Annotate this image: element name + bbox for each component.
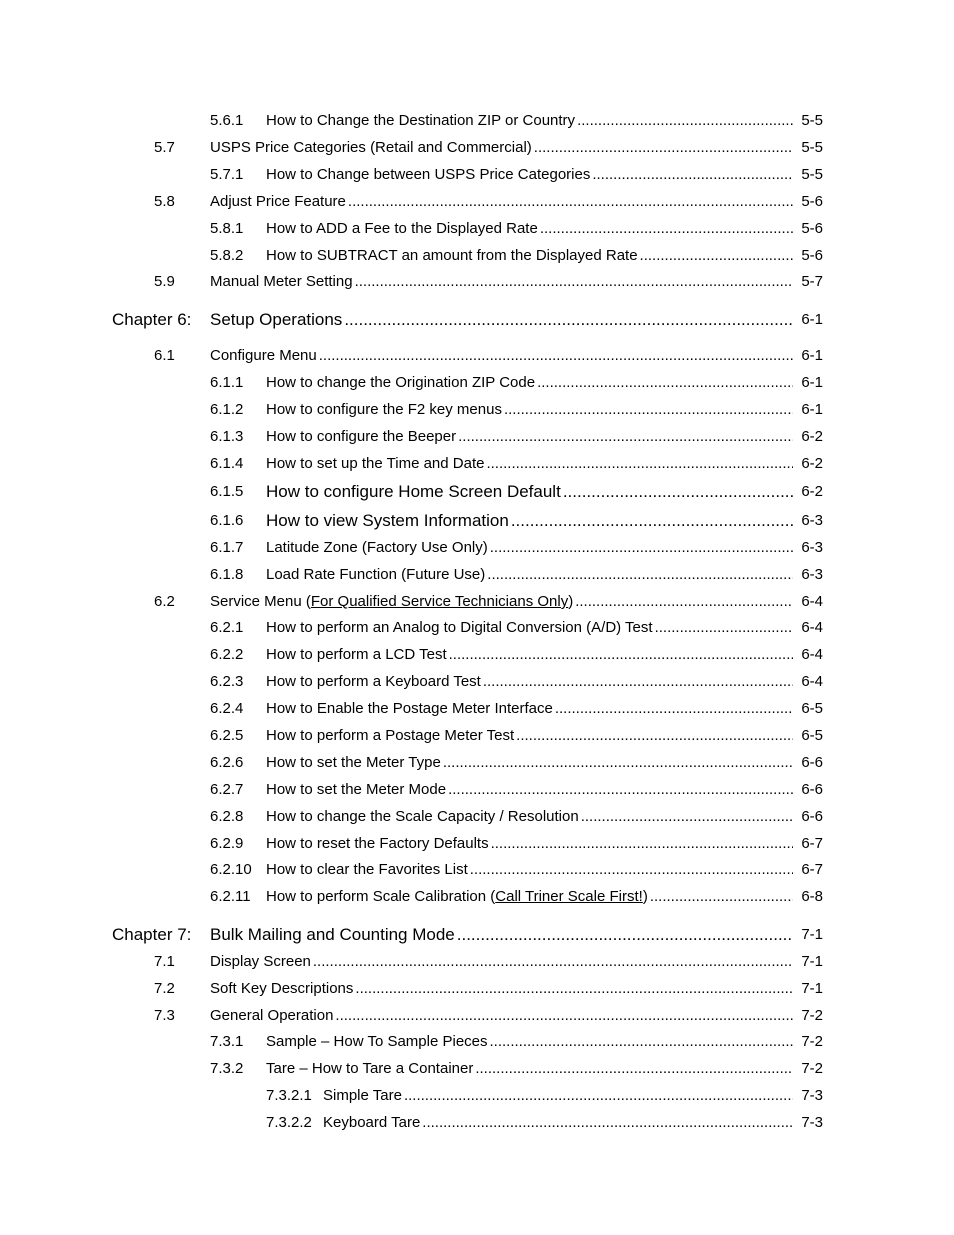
toc-entry-page-number: 6-2: [801, 483, 823, 500]
toc-entry-text: Simple Tare: [323, 1087, 402, 1104]
toc-entry-title: [210, 344, 793, 368]
toc-dot-leader: [422, 1111, 793, 1135]
toc-dot-leader: [486, 452, 793, 476]
toc-entry-text: Service Menu (: [210, 593, 311, 610]
toc-entry-number: 7.2: [154, 980, 175, 997]
toc-entry-page-number: 6-1: [801, 374, 823, 391]
toc-entry-page-number: 6-7: [801, 861, 823, 878]
toc-entry-number: 7.3: [154, 1007, 175, 1024]
toc-entry-text: How to ADD a Fee to the Displayed Rate: [266, 220, 538, 237]
toc-dot-leader: [655, 616, 793, 640]
toc-dot-leader: [443, 751, 793, 775]
toc-entry-title: [266, 371, 793, 395]
toc-dot-leader: [504, 398, 793, 422]
toc-entry-page-number: 5-5: [801, 139, 823, 156]
toc-entry-number: 7.3.2.1: [266, 1087, 312, 1104]
toc-entry-title: [266, 643, 793, 667]
toc-entry-title: [266, 536, 793, 560]
toc-entry-page-number: 7-1: [801, 980, 823, 997]
toc-entry-title: [266, 452, 793, 476]
toc-entry-text: Setup Operations: [210, 310, 343, 329]
toc-dot-leader: [575, 590, 793, 614]
toc-entry[interactable]: [0, 425, 954, 449]
toc-entry-title: [210, 308, 793, 332]
toc-entry-title: [266, 697, 793, 721]
toc-entry[interactable]: [0, 1030, 954, 1054]
toc-entry-page-number: 6-1: [801, 347, 823, 364]
toc-entry[interactable]: [0, 563, 954, 587]
toc-entry-title: [266, 425, 793, 449]
toc-dot-leader: [448, 778, 793, 802]
toc-entry-text: Sample – How To Sample Pieces: [266, 1033, 488, 1050]
toc-entry[interactable]: [0, 923, 954, 947]
toc-entry-title: [266, 751, 793, 775]
toc-entry[interactable]: [0, 190, 954, 214]
toc-entry-page-number: 7-1: [801, 953, 823, 970]
toc-entry-number: 6.1.8: [210, 566, 244, 583]
toc-entry-text: How to set the Meter Mode: [266, 781, 447, 798]
toc-entry-number: 7.3.2: [210, 1060, 244, 1077]
toc-entry-number: 6.2.11: [210, 888, 251, 905]
toc-entry-title: [266, 244, 793, 268]
toc-entry-number: 5.7: [154, 139, 175, 156]
toc-entry-title: [210, 190, 793, 214]
toc-entry[interactable]: [0, 778, 954, 802]
toc-entry-page-number: 5-5: [801, 166, 823, 183]
toc-entry-number: 6.1.6: [210, 512, 244, 529]
toc-entry-page-number: 6-6: [801, 808, 823, 825]
toc-entry-title: [266, 217, 793, 241]
toc-dot-leader: [490, 536, 793, 560]
toc-entry-number: 6.2.3: [210, 673, 244, 690]
toc-entry[interactable]: [0, 217, 954, 241]
toc-entry[interactable]: [0, 697, 954, 721]
toc-entry-number: 5.7.1: [210, 166, 244, 183]
toc-entry-text: How to configure Home Screen Default: [266, 482, 561, 501]
toc-entry-number: 6.2.2: [210, 646, 244, 663]
toc-entry-text: How to set up the Time and Date: [266, 455, 485, 472]
toc-entry-text: How to Change the Destination ZIP or Country: [266, 112, 576, 129]
toc-dot-leader: [457, 923, 793, 947]
toc-entry-title: [210, 590, 793, 614]
toc-entry-title: [266, 509, 793, 533]
toc-entry[interactable]: [0, 109, 954, 133]
toc-dot-leader: [319, 344, 793, 368]
toc-entry[interactable]: [0, 480, 954, 504]
toc-entry-title: [266, 109, 793, 133]
toc-entry-title: [266, 163, 793, 187]
toc-entry-number: 5.8: [154, 193, 175, 210]
toc-entry-text: How to perform a Keyboard Test: [266, 673, 481, 690]
toc-entry-text: How to Enable the Postage Meter Interface: [266, 700, 553, 717]
toc-entry[interactable]: [0, 1111, 954, 1135]
toc-entry[interactable]: [0, 398, 954, 422]
toc-entry-number: 7.3.1: [210, 1033, 244, 1050]
toc-dot-leader: [650, 885, 793, 909]
toc-entry-text: How to change the Origination ZIP Code: [266, 374, 536, 391]
toc-dot-leader: [540, 217, 793, 241]
toc-dot-leader: [511, 509, 793, 533]
toc-entry-text: How to Change between USPS Price Categories: [266, 166, 591, 183]
toc-entry-text: Manual Meter Setting: [210, 273, 353, 290]
toc-entry-text: How to reset the Factory Defaults: [266, 835, 489, 852]
toc-entry-text: How to set the Meter Type: [266, 754, 441, 771]
toc-entry-title: [210, 1004, 793, 1028]
toc-entry-number: 5.9: [154, 273, 175, 290]
toc-dot-leader: [640, 244, 793, 268]
toc-entry-page-number: 7-1: [801, 926, 823, 943]
toc-entry-text: How to perform Scale Calibration (: [266, 888, 496, 905]
toc-entry-page-number: 6-4: [801, 646, 823, 663]
toc-entry[interactable]: [0, 344, 954, 368]
toc-entry-text: How to perform a Postage Meter Test: [266, 727, 515, 744]
toc-entry-page-number: 6-3: [801, 512, 823, 529]
toc-entry-text: How to SUBTRACT an amount from the Displayed Rate: [266, 247, 638, 264]
toc-entry[interactable]: [0, 1057, 954, 1081]
toc-dot-leader: [592, 163, 793, 187]
toc-entry-page-number: 6-5: [801, 700, 823, 717]
toc-entry-title: [266, 1030, 793, 1054]
toc-entry-title: [210, 136, 793, 160]
toc-entry-text: General Operation: [210, 1007, 334, 1024]
toc-entry-page-number: 6-2: [801, 428, 823, 445]
toc-entry-title: [323, 1084, 793, 1108]
toc-dot-leader: [491, 832, 793, 856]
toc-entry-page-number: 6-4: [801, 619, 823, 636]
toc-dot-leader: [483, 670, 793, 694]
toc-entry[interactable]: [0, 308, 954, 332]
toc-entry-page-number: 7-2: [801, 1033, 823, 1050]
toc-entry[interactable]: [0, 751, 954, 775]
toc-entry-title: [210, 923, 793, 947]
toc-entry-number: 7.1: [154, 953, 175, 970]
toc-entry-page-number: 6-3: [801, 566, 823, 583]
toc-entry-number: 6.1.7: [210, 539, 244, 556]
toc-entry-page-number: 5-6: [801, 220, 823, 237]
toc-entry-title: [266, 778, 793, 802]
toc-entry[interactable]: [0, 509, 954, 533]
toc-entry[interactable]: [0, 371, 954, 395]
toc-dot-leader: [475, 1057, 793, 1081]
toc-dot-leader: [449, 643, 793, 667]
toc-entry-text: How to change the Scale Capacity / Resolution: [266, 808, 579, 825]
toc-entry[interactable]: [0, 805, 954, 829]
toc-entry-page-number: 7-2: [801, 1060, 823, 1077]
toc-entry-text: Latitude Zone (Factory Use Only): [266, 539, 488, 556]
toc-entry-text: Display Screen: [210, 953, 311, 970]
toc-entry-number: 5.6.1: [210, 112, 244, 129]
toc-entry-number: 5.8.2: [210, 247, 244, 264]
toc-entry[interactable]: [0, 136, 954, 160]
toc-entry-underlined-text: Call Triner Scale First!: [495, 888, 643, 905]
toc-entry-title: [266, 858, 793, 882]
toc-entry-number: 6.2.4: [210, 700, 244, 717]
toc-entry-page-number: 7-3: [801, 1114, 823, 1131]
toc-dot-leader: [344, 308, 793, 332]
toc-entry-number: Chapter 6:: [112, 310, 192, 329]
toc-entry-number: 6.2.9: [210, 835, 244, 852]
toc-entry-text: How to configure the Beeper: [266, 428, 457, 445]
toc-entry-number: 6.1.5: [210, 483, 244, 500]
toc-entry-page-number: 6-2: [801, 455, 823, 472]
toc-entry-number: 6.1.4: [210, 455, 244, 472]
toc-entry-text: Tare – How to Tare a Container: [266, 1060, 474, 1077]
toc-dot-leader: [537, 371, 793, 395]
toc-entry-page-number: 6-8: [801, 888, 823, 905]
toc-entry-number: 6.2: [154, 593, 175, 610]
toc-entry-text: ): [642, 888, 648, 905]
toc-entry-page-number: 6-1: [801, 311, 823, 328]
toc-entry-number: 6.1: [154, 347, 175, 364]
toc-dot-leader: [355, 977, 793, 1001]
toc-entry-number: Chapter 7:: [112, 925, 192, 944]
toc-entry[interactable]: [0, 1084, 954, 1108]
toc-entry[interactable]: [0, 536, 954, 560]
toc-dot-leader: [490, 1030, 794, 1054]
toc-entry-text: Configure Menu: [210, 347, 317, 364]
toc-entry-text: Bulk Mailing and Counting Mode: [210, 925, 455, 944]
toc-entry-number: 6.2.8: [210, 808, 244, 825]
toc-entry-page-number: 6-4: [801, 673, 823, 690]
toc-dot-leader: [516, 724, 793, 748]
toc-entry-text: Keyboard Tare: [323, 1114, 421, 1131]
toc-entry-number: 6.1.1: [210, 374, 244, 391]
toc-entry-title: [266, 832, 793, 856]
toc-entry-number: 6.1.2: [210, 401, 244, 418]
toc-dot-leader: [555, 697, 793, 721]
toc-entry-title: [210, 270, 793, 294]
toc-entry-title: [266, 670, 793, 694]
toc-entry[interactable]: [0, 1004, 954, 1028]
toc-entry[interactable]: [0, 724, 954, 748]
toc-entry-page-number: 6-4: [801, 593, 823, 610]
toc-entry-text: How to perform an Analog to Digital Conversion (A/D) Test: [266, 619, 653, 636]
toc-entry-title: [323, 1111, 793, 1135]
toc-entry-text: USPS Price Categories (Retail and Commercial): [210, 139, 532, 156]
toc-entry-number: 6.2.1: [210, 619, 244, 636]
toc-entry-number: 6.2.10: [210, 861, 252, 878]
toc-dot-leader: [563, 480, 793, 504]
toc-dot-leader: [335, 1004, 793, 1028]
toc-entry-page-number: 6-3: [801, 539, 823, 556]
toc-entry-page-number: 6-5: [801, 727, 823, 744]
toc-dot-leader: [534, 136, 793, 160]
toc-dot-leader: [458, 425, 793, 449]
toc-entry[interactable]: [0, 244, 954, 268]
toc-entry-title: [266, 480, 793, 504]
toc-dot-leader: [577, 109, 793, 133]
toc-entry-title: [266, 805, 793, 829]
toc-entry-number: 6.1.3: [210, 428, 244, 445]
toc-entry-page-number: 6-6: [801, 754, 823, 771]
toc-entry-text: How to clear the Favorites List: [266, 861, 468, 878]
toc-entry[interactable]: [0, 452, 954, 476]
toc-entry[interactable]: [0, 832, 954, 856]
toc-entry-page-number: 5-6: [801, 193, 823, 210]
toc-entry-title: [266, 1057, 793, 1081]
toc-entry[interactable]: [0, 590, 954, 614]
toc-entry[interactable]: [0, 643, 954, 667]
toc-entry-text: Soft Key Descriptions: [210, 980, 354, 997]
toc-entry-page-number: 6-1: [801, 401, 823, 418]
toc-entry-number: 6.2.6: [210, 754, 244, 771]
toc-entry-text: Load Rate Function (Future Use): [266, 566, 486, 583]
toc-entry-title: [266, 563, 793, 587]
toc-dot-leader: [487, 563, 793, 587]
toc-entry-page-number: 7-2: [801, 1007, 823, 1024]
toc-entry[interactable]: [0, 977, 954, 1001]
toc-entry-underlined-text: For Qualified Service Technicians Only: [310, 593, 569, 610]
toc-entry-title: [210, 950, 793, 974]
toc-entry-number: 6.2.7: [210, 781, 244, 798]
toc-entry[interactable]: [0, 950, 954, 974]
toc-entry-page-number: 5-5: [801, 112, 823, 129]
toc-entry[interactable]: [0, 616, 954, 640]
toc-entry[interactable]: [0, 163, 954, 187]
toc-entry[interactable]: [0, 670, 954, 694]
toc-entry-text: ): [568, 593, 574, 610]
toc-entry-title: [266, 398, 793, 422]
toc-entry-title: [210, 977, 793, 1001]
toc-entry-page-number: 5-7: [801, 273, 823, 290]
toc-entry[interactable]: [0, 858, 954, 882]
toc-dot-leader: [355, 270, 793, 294]
toc-dot-leader: [348, 190, 793, 214]
toc-entry-page-number: 5-6: [801, 247, 823, 264]
toc-entry-text: How to view System Information: [266, 511, 509, 530]
toc-entry-text: How to configure the F2 key menus: [266, 401, 502, 418]
toc-entry[interactable]: [0, 270, 954, 294]
toc-entry-title: [266, 724, 793, 748]
toc-dot-leader: [470, 858, 793, 882]
toc-entry-number: 6.2.5: [210, 727, 244, 744]
toc-entry-page-number: 6-6: [801, 781, 823, 798]
toc-entry-page-number: 7-3: [801, 1087, 823, 1104]
toc-entry-title: [266, 616, 793, 640]
toc-entry-text: How to perform a LCD Test: [266, 646, 447, 663]
toc-entry-text: Adjust Price Feature: [210, 193, 346, 210]
toc-dot-leader: [581, 805, 793, 829]
toc-dot-leader: [404, 1084, 793, 1108]
toc-entry[interactable]: [0, 885, 954, 909]
toc-entry-number: 7.3.2.2: [266, 1114, 312, 1131]
toc-entry-number: 5.8.1: [210, 220, 244, 237]
toc-dot-leader: [313, 950, 793, 974]
toc-entry-title: [266, 885, 793, 909]
toc-entry-page-number: 6-7: [801, 835, 823, 852]
